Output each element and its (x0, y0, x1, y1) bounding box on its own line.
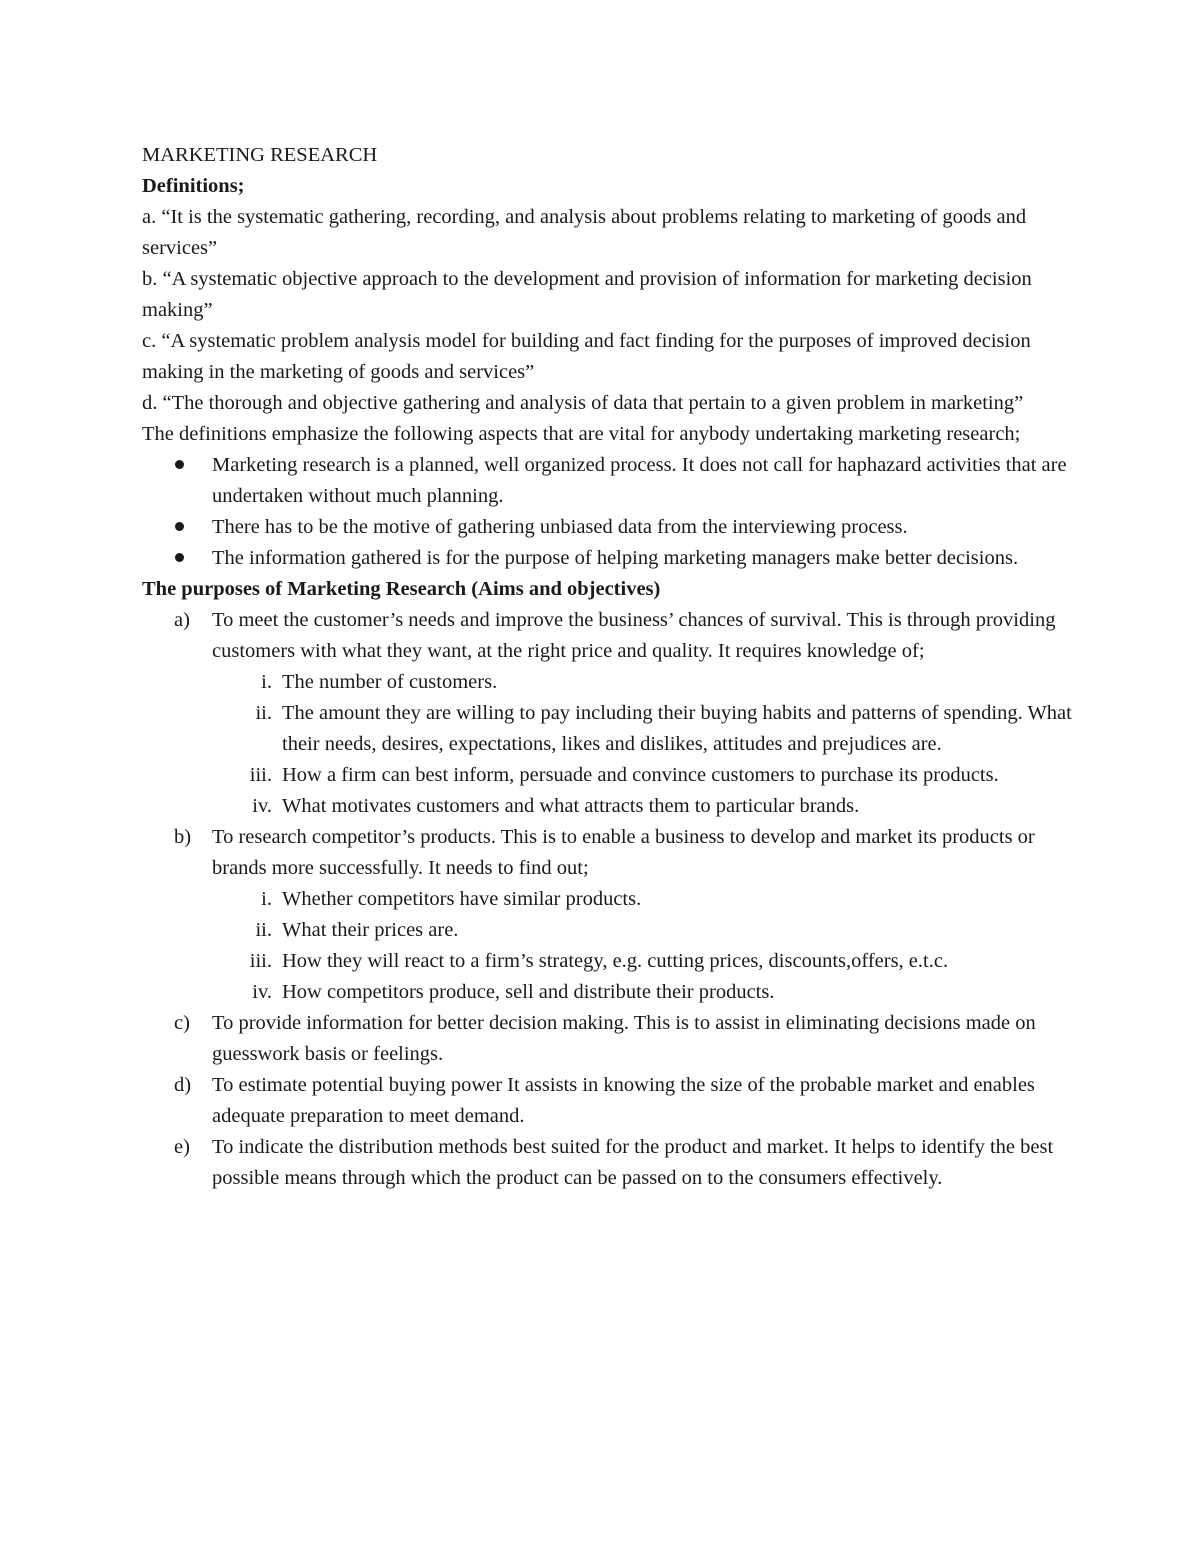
purpose-item-d (142, 1070, 1072, 1132)
document-page (142, 140, 1072, 1194)
sub-list (212, 884, 1072, 1008)
bullet-dot-icon (175, 522, 184, 531)
purpose-item-c (142, 1008, 1072, 1070)
sub-list (212, 667, 1072, 822)
bullet-item: The information gathered is for the purpose of helping marketing managers make better decisions. (142, 543, 1072, 574)
list-marker: b) (174, 826, 192, 848)
purpose-text: To indicate the distribution methods best suited for the product and market. It helps to identify the best possible means through which the product can be passed on to the consumers effectively. (212, 1136, 1054, 1189)
purpose-text: To estimate potential buying power It assists in knowing the size of the probable market and enables adequate preparation to meet demand. (212, 1074, 1035, 1127)
bullet-dot-icon (175, 460, 184, 469)
sub-item: iii. How a firm can best inform, persuade and convince customers to purchase its products. (249, 764, 999, 786)
definitions-heading: Definitions; (142, 175, 245, 197)
list-marker: e) (174, 1136, 190, 1158)
emphasis-intro: The definitions emphasize the following aspects that are vital for anybody undertaking marketing research; (142, 423, 1021, 445)
emphasis-bullet-list (142, 450, 1072, 574)
sub-item: i. The number of customers. (261, 671, 498, 693)
purposes-heading: The purposes of Marketing Research (Aims and objectives) (142, 578, 661, 600)
definition-d: d. “The thorough and objective gathering and analysis of data that pertain to a given problem in marketing” (142, 392, 1024, 414)
definition-b: b. “A systematic objective approach to the development and provision of information for marketing decision making” (142, 268, 1032, 321)
purpose-text: To research competitor’s products. This is to enable a business to develop and market its products or brands more successfully. It needs to find out; (212, 826, 1035, 879)
purpose-text: To meet the customer’s needs and improve the business’ chances of survival. This is through providing customers with what they want, at the right price and quality. It requires knowledge of; (212, 609, 1056, 662)
sub-item: iv. How competitors produce, sell and distribute their products. (252, 981, 775, 1003)
purpose-item-e (142, 1132, 1072, 1194)
purpose-item-a (142, 605, 1072, 822)
sub-item: ii. What their prices are. (255, 919, 459, 941)
sub-item: iv. What motivates customers and what attracts them to particular brands. (252, 795, 860, 817)
list-marker: d) (174, 1074, 192, 1096)
purposes-list (142, 605, 1072, 1194)
sub-item: i. Whether competitors have similar products. (261, 888, 642, 910)
list-marker: c) (174, 1012, 190, 1034)
bullet-item: There has to be the motive of gathering unbiased data from the interviewing process. (142, 512, 1072, 543)
bullet-dot-icon (175, 553, 184, 562)
sub-item: iii. How they will react to a firm’s strategy, e.g. cutting prices, discounts,offers, e.t.c. (249, 950, 949, 972)
sub-item: ii. The amount they are willing to pay including their buying habits and patterns of spending. What their needs, desires, expectations, likes and dislikes, attitudes and prejudices are. (255, 702, 1072, 755)
definition-c: c. “A systematic problem analysis model for building and fact finding for the purposes of improved decision making in the marketing of goods and services” (142, 330, 1031, 383)
list-marker: a) (174, 609, 190, 631)
purpose-item-b (142, 822, 1072, 1008)
purpose-text: To provide information for better decision making. This is to assist in eliminating decisions made on guesswork basis or feelings. (212, 1012, 1036, 1065)
document-title: MARKETING RESEARCH (142, 144, 378, 166)
bullet-item: Marketing research is a planned, well organized process. It does not call for haphazard activities that are undertaken without much planning. (142, 450, 1072, 512)
definition-a: a. “It is the systematic gathering, recording, and analysis about problems relating to marketing of goods and services” (142, 206, 1027, 259)
